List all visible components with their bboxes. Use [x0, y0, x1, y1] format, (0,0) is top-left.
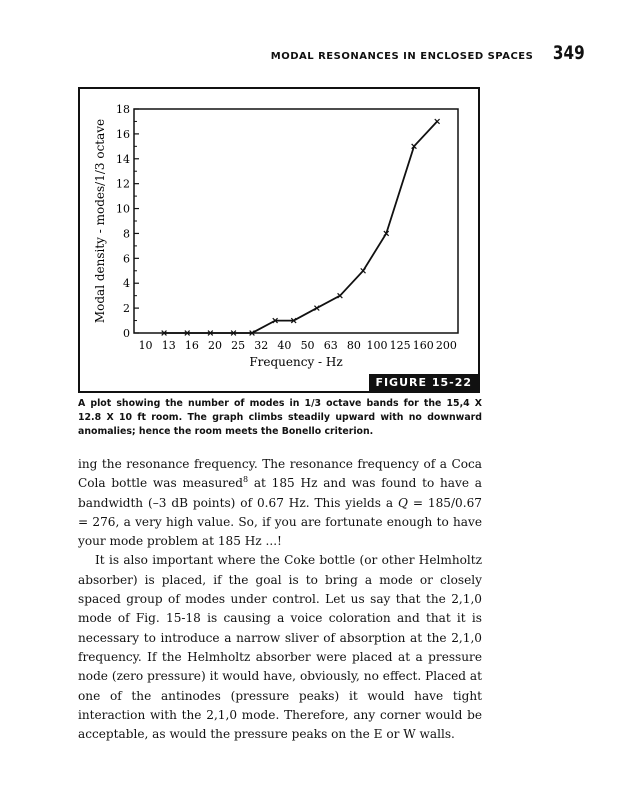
y-tick-label: 18	[116, 103, 130, 116]
y-tick-label: 8	[123, 227, 130, 241]
paragraph-2: It is also important where the Coke bottle (or other Helmholtz absorber) is placed, if the goal is to bring a mode or closely spaced group of modes under control. Let us say that the 2,1,0 mode of Fig. 15-18 is causing a voice coloration and that it is necessary to introduce a narrow sliver of absorption at the 2,1,0 frequency. If the Helmholtz absorber were placed at a pressure node (zero pressure) it would have, obviously, no effect. Placed at one of the antinodes (pressure peaks) it would have tight interaction with the 2,1,0 mode. Therefore, any corner would be acceptable, as would the pressure peaks on the E or W walls.	[78, 553, 482, 742]
plot-area	[134, 109, 458, 333]
x-axis-label: Frequency - Hz	[249, 355, 343, 369]
y-axis-label: Modal density - modes/1/3 octave	[93, 118, 107, 324]
p1-text-c: = 185/0.67 = 276, a very high value. So, if you are fortunate enough to have your mode problem at 185 Hz ...!	[78, 495, 482, 549]
x-tick-label: 25	[231, 339, 246, 352]
x-tick-label: 20	[208, 339, 222, 352]
x-tick-label: 63	[323, 339, 338, 352]
q-symbol: Q	[398, 495, 408, 510]
y-tick-label: 12	[116, 177, 130, 191]
x-tick-label: 32	[254, 339, 269, 352]
y-tick-label: 4	[123, 277, 130, 291]
body-text	[78, 455, 482, 744]
y-tick-label: 16	[116, 127, 130, 141]
page-number: 349	[553, 42, 585, 64]
series-line	[164, 121, 437, 333]
x-tick-label: 125	[389, 339, 411, 352]
y-tick-label: 10	[116, 202, 130, 216]
x-tick-label: 80	[346, 339, 361, 352]
x-tick-label: 50	[300, 339, 315, 352]
x-tick-label: 40	[277, 339, 292, 352]
x-tick-label: 16	[184, 339, 199, 352]
data-point-marker	[435, 119, 440, 124]
p1-text-a: ing the resonance frequency. The resonance frequency of a Coca Cola bottle was measured	[78, 457, 482, 491]
p1-text-b: at 185 Hz and was found to have a bandwidth (–3 dB points) of 0.67 Hz. This yields a	[78, 476, 482, 510]
y-tick-label: 6	[123, 252, 130, 266]
modal-density-chart	[80, 89, 482, 395]
running-title: MODAL RESONANCES IN ENCLOSED SPACES	[270, 51, 534, 62]
x-tick-label: 13	[161, 339, 176, 352]
x-tick-label: 200	[435, 339, 457, 352]
x-tick-label: 10	[138, 339, 153, 352]
figure-caption: A plot showing the number of modes in 1/3 octave bands for the 15,4 X 12.8 X 10 ft room. The graph climbs steadily upward with no downward anomalies; hence the room meets the Bonello criterion.	[78, 398, 482, 437]
figure-frame	[78, 87, 480, 393]
x-tick-label: 160	[412, 339, 434, 352]
footnote-ref: 8	[242, 475, 249, 485]
x-tick-label: 100	[366, 339, 388, 352]
y-tick-label: 14	[116, 152, 130, 166]
running-head	[271, 42, 585, 64]
figure-label: FIGURE 15-22	[369, 374, 478, 391]
y-tick-label: 2	[123, 302, 130, 316]
paragraph-1	[78, 455, 482, 551]
y-tick-label: 0	[123, 327, 130, 340]
